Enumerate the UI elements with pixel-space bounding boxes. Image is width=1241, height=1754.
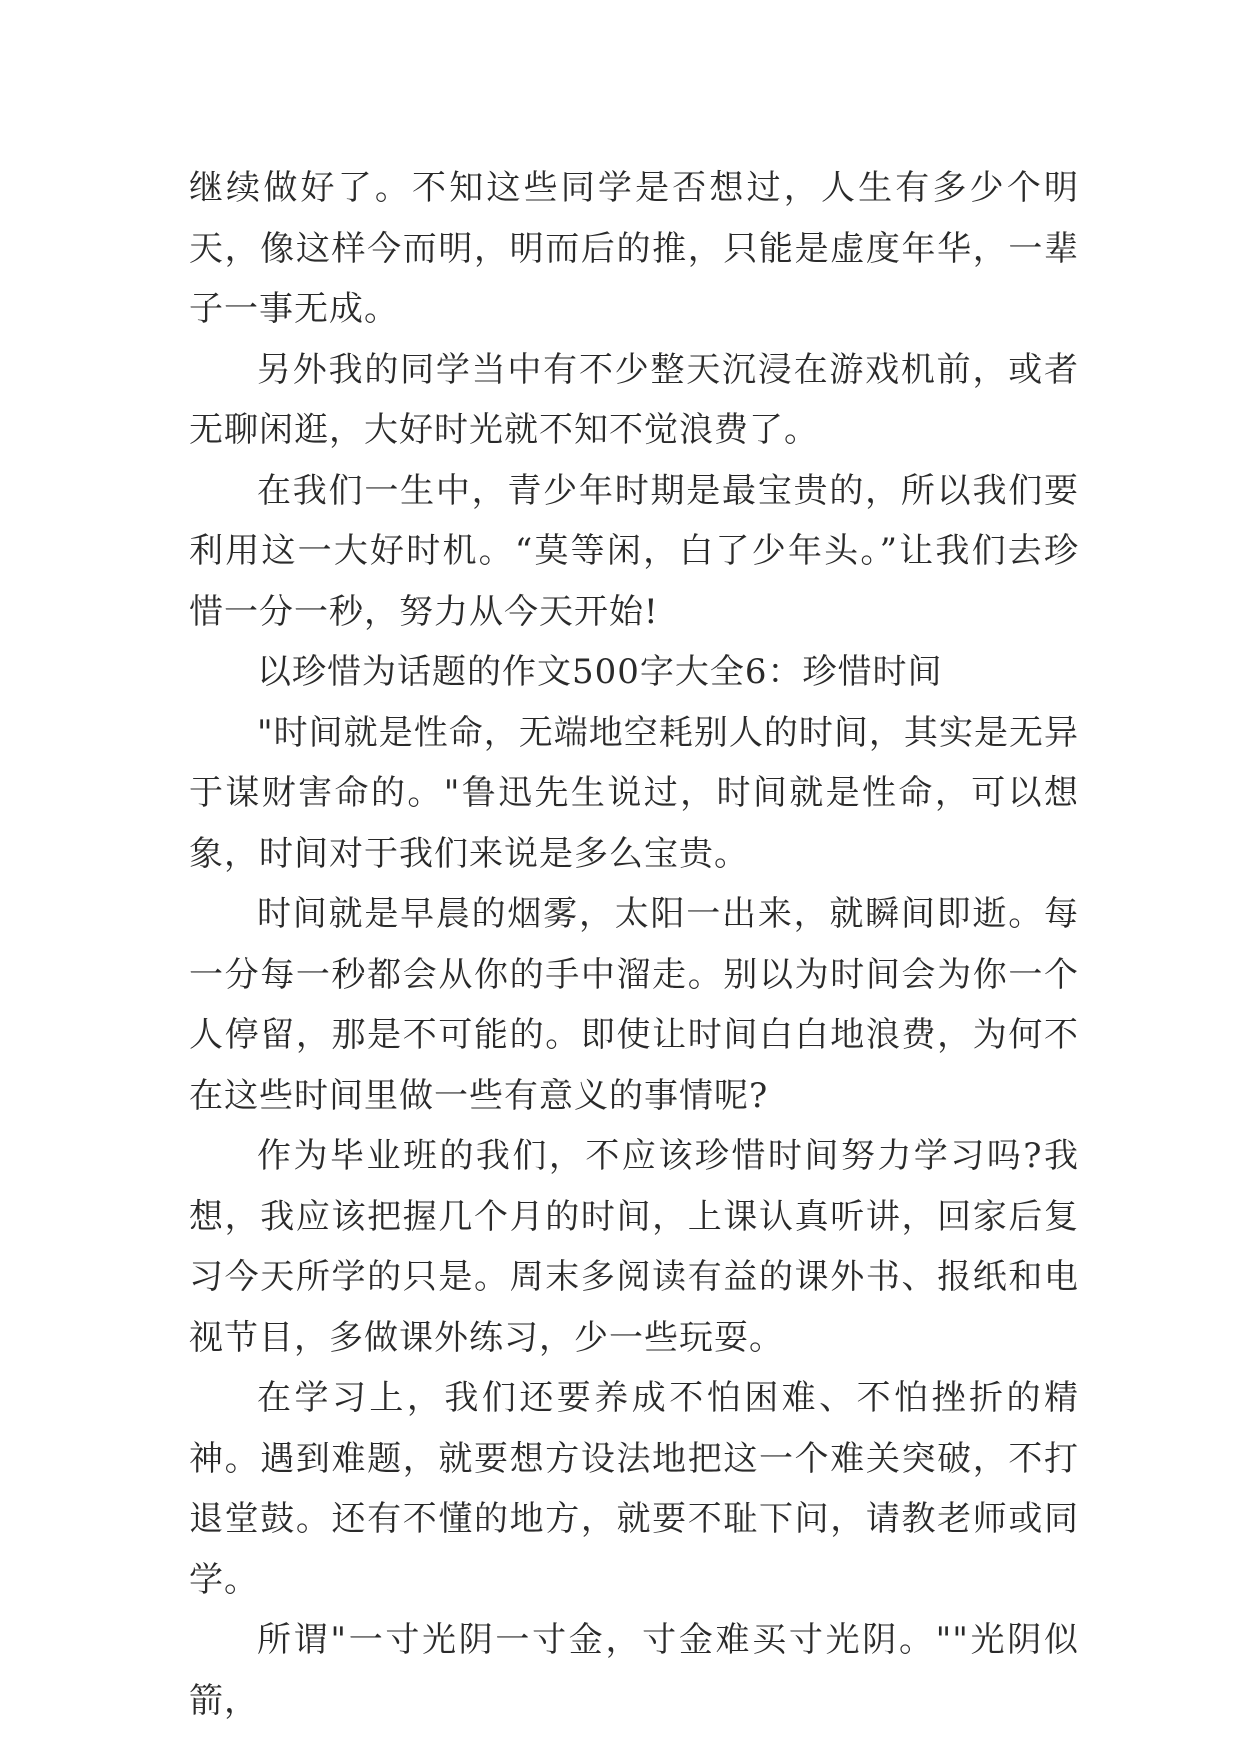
paragraph: 另外我的同学当中有不少整天沉浸在游戏机前，或者无聊闲逛，大好时光就不知不觉浪费了。 [189, 349, 1079, 450]
paragraph: 时间就是早晨的烟雾，太阳一出来，就瞬间即逝。每一分每一秒都会从你的手中溜走。别以为时间会为你一个人停留，那是不可能的。即使让时间白白地浪费，为何不在这些时间里做一些有意义的事情呢? [189, 894, 1079, 1116]
section-heading: 以珍惜为话题的作文500字大全6：珍惜时间 [257, 652, 943, 692]
paragraph-continuation: 继续做好了。不知这些同学是否想过，人生有多少个明天，像这样今而明，明而后的推，只能是虚度年华，一辈子一事无成。 [189, 168, 1079, 329]
document-body [189, 158, 1079, 1731]
paragraph: 在我们一生中，青少年时期是最宝贵的，所以我们要利用这一大好时机。“莫等闲，白了少年头。”让我们去珍惜一分一秒，努力从今天开始! [189, 470, 1079, 632]
paragraph: 在学习上，我们还要养成不怕困难、不怕挫折的精神。遇到难题，就要想方设法地把这一个难关突破，不打退堂鼓。还有不懂的地方，就要不耻下问，请教老师或同学。 [189, 1378, 1079, 1600]
paragraph: 所谓"一寸光阴一寸金，寸金难买寸光阴。""光阴似箭， [189, 1620, 1079, 1721]
paragraph: "时间就是性命，无端地空耗别人的时间，其实是无异于谋财害命的。"鲁迅先生说过，时间就是性命，可以想象，时间对于我们来说是多么宝贵。 [189, 712, 1079, 874]
paragraph: 作为毕业班的我们，不应该珍惜时间努力学习吗?我想，我应该把握几个月的时间，上课认真听讲，回家后复习今天所学的只是。周末多阅读有益的课外书、报纸和电视节目，多做课外练习，少一些玩耍。 [189, 1136, 1079, 1358]
